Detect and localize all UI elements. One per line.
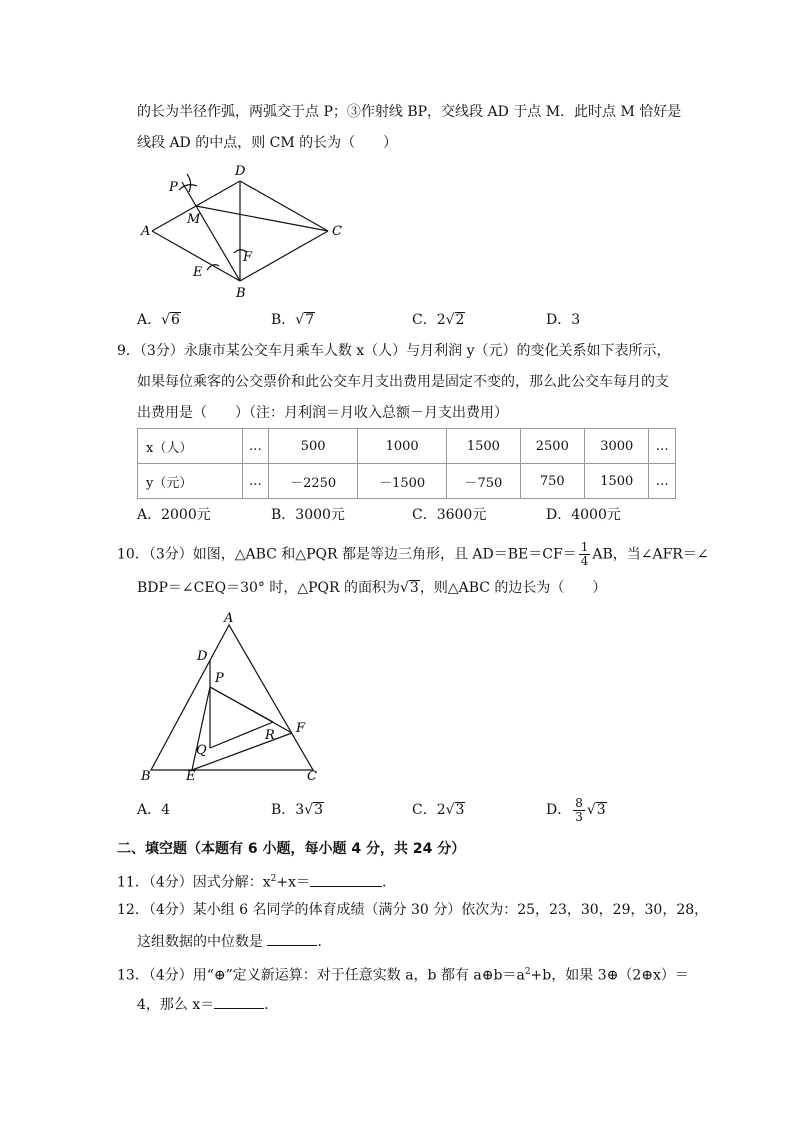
q9-line-1: 9．（3分）永康市某公交车月乘车人数 x（人）与月利润 y（元）的变化关系如下表所示， — [117, 343, 671, 359]
answer-blank[interactable] — [214, 994, 264, 1009]
table-cell: －2250 — [269, 464, 358, 499]
table-cell: 3000 — [585, 429, 649, 464]
table-cell: 1500 — [447, 429, 520, 464]
table-cell: x（人） — [138, 429, 243, 464]
table-cell: 500 — [269, 429, 358, 464]
q12-line-2: 这组数据的中位数是 ． — [137, 931, 331, 952]
q8-figure — [135, 160, 355, 305]
q9-option-a[interactable]: A．2000元 — [137, 507, 211, 523]
label-A: A — [141, 224, 151, 239]
table-cell: －750 — [447, 464, 520, 499]
q8-line-2: 线段 AD 的中点，则 CM 的长为（ ） — [137, 135, 398, 151]
label-D: D — [235, 164, 246, 179]
label-F: F — [296, 721, 306, 736]
table-cell: 1000 — [358, 429, 447, 464]
label-E: E — [186, 769, 196, 784]
label-M: M — [187, 212, 201, 227]
seg-PR — [210, 687, 273, 722]
q8-option-c[interactable]: C．2√2 — [412, 312, 465, 328]
label-A: A — [224, 611, 234, 626]
triangle-ABC — [151, 625, 313, 770]
table-cell: … — [242, 429, 268, 464]
label-F: F — [243, 250, 253, 265]
table-cell: … — [649, 464, 676, 499]
table-cell: … — [649, 429, 676, 464]
table-row — [138, 464, 676, 499]
label-E: E — [193, 265, 203, 280]
label-P: P — [169, 180, 178, 195]
answer-blank[interactable] — [310, 872, 382, 887]
label-R: R — [265, 728, 275, 743]
q13-line-1: 13．（4分）用“⊕”定义新运算：对于任意实数 a，b 都有 $a\oplus b=a^2+b$，如果 3⊕（2⊕x）＝ — [117, 967, 689, 984]
table-cell: 750 — [520, 464, 584, 499]
arc-P1 — [179, 185, 197, 190]
section-heading: 二、填空题（本题有 6 小题，每小题 4 分，共 24 分） — [117, 841, 466, 857]
answer-blank[interactable] — [267, 931, 317, 946]
arc-E — [207, 265, 219, 270]
q8-option-d[interactable]: D．3 — [546, 312, 581, 328]
q11-line: 11．（4分）因式分解：$x^2+x=$ ． — [117, 869, 396, 893]
label-Q: Q — [196, 743, 207, 758]
q9-table — [137, 428, 676, 499]
table-cell: －1500 — [358, 464, 447, 499]
table-cell: 2500 — [520, 429, 584, 464]
q8-option-a[interactable]: A．√6 — [137, 312, 180, 328]
q10-option-b[interactable]: B．3√3 — [271, 802, 324, 818]
q12-line-1: 12．（4分）某小组 6 名同学的体育成绩（满分 30 分）依次为：25，23，30，29，30，28， — [117, 902, 709, 918]
fraction-one-quarter: $\frac{1}{4}$ — [580, 540, 589, 568]
table-cell: y（元） — [138, 464, 243, 499]
seg-CB — [240, 231, 328, 281]
table-cell: … — [242, 464, 268, 499]
label-D: D — [197, 649, 208, 664]
seg-DC — [240, 181, 328, 231]
q8-line-1: 的长为半径作弧，两弧交于点 P；③作射线 BP，交线段 AD 于点 M．此时点 M 恰好是 — [137, 104, 682, 120]
table-row — [138, 429, 676, 464]
q9-line-2: 如果每位乘客的公交票价和此公交车月支出费用是固定不变的，那么此公交车每月的支 — [137, 374, 669, 390]
q10-line-1: 10．（3分）如图，△ABC 和△PQR 都是等边三角形，且 AD＝BE＝CF＝ $\frac{1}{4}$ AB，当∠AFR＝∠ — [117, 540, 709, 568]
table-cell: 1500 — [585, 464, 649, 499]
arc-P2 — [187, 174, 191, 192]
q10-figure — [135, 608, 335, 788]
label-C: C — [307, 769, 317, 784]
seg-ER — [192, 733, 292, 770]
q10-option-c[interactable]: C．2√3 — [412, 802, 465, 818]
q10-option-a[interactable]: A．4 — [137, 802, 171, 818]
q8-option-b[interactable]: B．√7 — [271, 312, 315, 328]
q13-line-2: 4，那么 x＝ ． — [137, 994, 278, 1015]
label-B: B — [141, 769, 151, 784]
q9-option-d[interactable]: D．4000元 — [546, 507, 621, 523]
q10-option-d[interactable]: D． $\frac{8}{3}$ √3 — [546, 795, 606, 824]
label-B: B — [236, 286, 246, 301]
q9-option-c[interactable]: C．3600元 — [412, 507, 487, 523]
q9-option-b[interactable]: B．3000元 — [271, 507, 345, 523]
q10-line-2: BDP＝∠CEQ＝30° 时，△PQR 的面积为√3，则△ABC 的边长为（ ） — [137, 580, 607, 596]
seg-MC — [196, 206, 328, 231]
q9-line-3: 出费用是（ ）（注：月利润＝月收入总额－月支出费用） — [137, 405, 508, 421]
label-P: P — [215, 671, 224, 686]
label-C: C — [332, 224, 342, 239]
